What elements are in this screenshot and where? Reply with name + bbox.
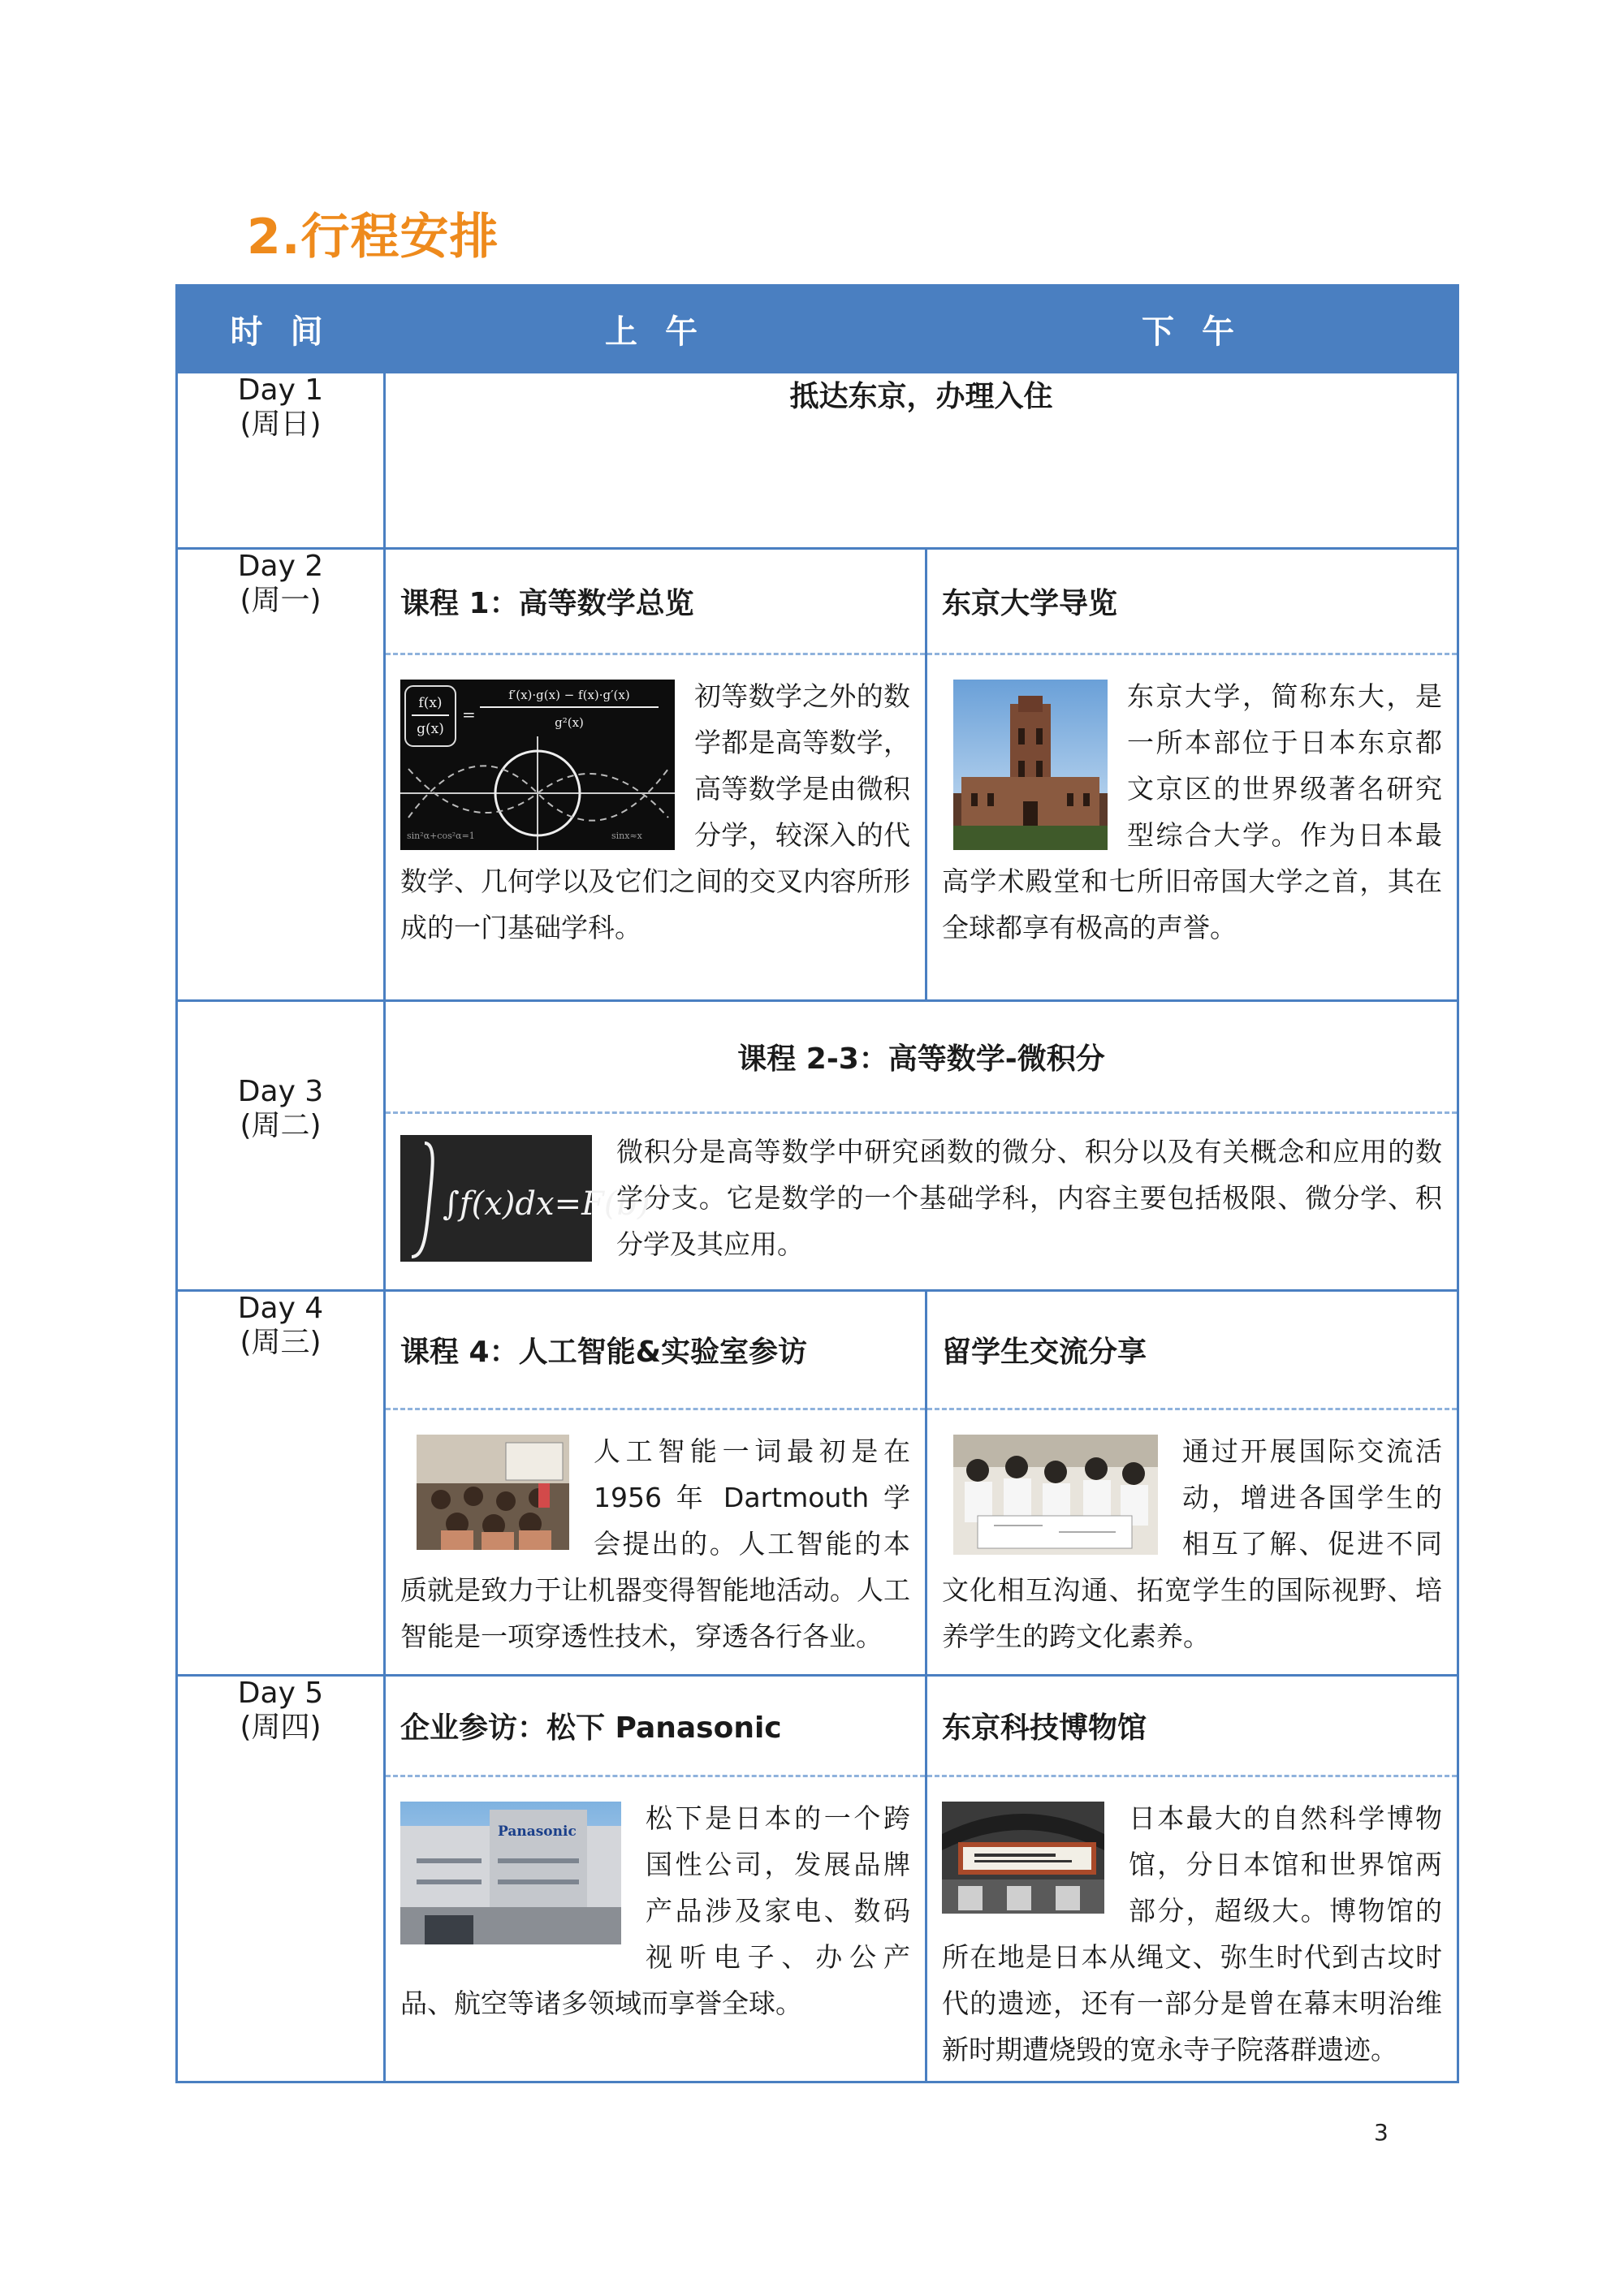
header-time: 时 间: [177, 286, 385, 373]
day-label: Day 2: [237, 550, 324, 583]
formula-numerator: f′(x)·g(x) − f(x)·g′(x): [508, 688, 630, 702]
afternoon-cell: [926, 549, 1458, 1001]
activity-description: [386, 1114, 1457, 1275]
morning-cell: [385, 1291, 926, 1676]
schedule-table: [175, 284, 1459, 2083]
science-museum-photo: [942, 1802, 1104, 1914]
day-label: Day 3: [237, 1075, 324, 1108]
activity-title: 课程 1：高等数学总览: [386, 550, 925, 655]
formula-image: [400, 680, 675, 850]
svg-text:=: =: [462, 705, 476, 724]
weekday-label: (周一): [240, 584, 322, 617]
weekday-label: (周二): [240, 1109, 322, 1142]
activity-description: [927, 1410, 1457, 1668]
table-row-day5: [177, 1676, 1458, 2082]
description-text: 东京大学，简称东大，是一所本部位于日本东京都文京区的世界级著名研究型综合大学。作为日本最高学术殿堂和七所旧帝国大学之首，其在全球都享有极高的声誉。: [942, 680, 1442, 943]
page-number: 3: [1374, 2119, 1389, 2146]
day-label: Day 1: [237, 373, 324, 407]
day-cell: [177, 1676, 385, 2082]
day-label: Day 5: [237, 1677, 324, 1710]
table-row-day4: [177, 1291, 1458, 1676]
merged-course-cell: [385, 1001, 1458, 1291]
day-cell: [177, 373, 385, 549]
page-title: 2.行程安排: [247, 209, 499, 265]
activity-title: 课程 2-3：高等数学-微积分: [386, 1002, 1457, 1114]
activity-description: [927, 655, 1457, 959]
header-afternoon: 下 午: [926, 286, 1458, 373]
activity-title: 东京科技博物馆: [927, 1677, 1457, 1777]
panasonic-building-photo: [400, 1802, 621, 1944]
arrival-cell: 抵达东京，办理入住: [385, 373, 1458, 549]
activity-title: 课程 4：人工智能&实验室参访: [386, 1292, 925, 1410]
student-exchange-photo: [953, 1435, 1158, 1555]
calculus-chalkboard-photo: [400, 1135, 650, 1262]
tokyo-university-photo: [953, 680, 1108, 850]
header-morning: 上 午: [385, 286, 926, 373]
weekday-label: (周四): [240, 1711, 322, 1744]
activity-description: [386, 655, 925, 959]
formula-g: g(x): [417, 721, 444, 737]
activity-title: 东京大学导览: [927, 550, 1457, 655]
description-text: 初等数学之外的数学都是高等数学，高等数学是由微积分学，较深入的代数学、几何学以及它们之间的交叉内容所形成的一门基础学科。: [400, 680, 910, 943]
morning-cell: [385, 549, 926, 1001]
formula-denominator: g²(x): [555, 715, 584, 730]
chalk-formula: ∫f(x)dx=F(b): [443, 1185, 650, 1223]
activity-title: 企业参访：松下 Panasonic: [386, 1677, 925, 1777]
weekday-label: (周日): [240, 408, 322, 441]
day-cell: [177, 549, 385, 1001]
afternoon-cell: [926, 1291, 1458, 1676]
afternoon-cell: [926, 1676, 1458, 2082]
svg-text:sin²α+cos²α=1: sin²α+cos²α=1: [407, 831, 475, 841]
day-cell: [177, 1291, 385, 1676]
activity-description: [386, 1410, 925, 1668]
description-text: 日本最大的自然科学博物馆，分日本馆和世界馆两部分，超级大。博物馆的所在地是日本从绳文、弥生时代到古坟时代的遗迹，还有一部分是曾在幕末明治维新时期遭烧毁的宽永寺子院落群遗迹。: [942, 1802, 1442, 2065]
building-sign: Panasonic: [498, 1823, 577, 1840]
table-row-day2: [177, 549, 1458, 1001]
description-text: 松下是日本的一个跨国性公司，发展品牌产品涉及家电、数码视听电子、办公产品、航空等诸多领域而享誉全球。: [400, 1802, 910, 2019]
formula-f: f(x): [418, 695, 443, 711]
weekday-label: (周三): [240, 1326, 322, 1359]
description-text: 通过开展国际交流活动，增进各国学生的相互了解、促进不同文化相互沟通、拓宽学生的国际视野、培养学生的跨文化素养。: [942, 1435, 1442, 1652]
activity-title: 留学生交流分享: [927, 1292, 1457, 1410]
day-label: Day 4: [237, 1292, 324, 1325]
table-header-row: [177, 286, 1458, 373]
table-row-day3: [177, 1001, 1458, 1291]
ai-lab-photo: [417, 1435, 569, 1550]
activity-description: [386, 1777, 925, 2035]
description-text: 微积分是高等数学中研究函数的微分、积分以及有关概念和应用的数学分支。它是数学的一个基础学科，内容主要包括极限、微分学、积分学及其应用。: [616, 1136, 1442, 1260]
description-text: 人工智能一词最初是在1956 年 Dartmouth 学会提出的。人工智能的本质就是致力于让机器变得智能地活动。人工智能是一项穿透性技术，穿透各行各业。: [400, 1435, 910, 1652]
activity-description: [927, 1777, 1457, 2081]
svg-text:sinx≈x: sinx≈x: [611, 831, 642, 841]
day-cell: [177, 1001, 385, 1291]
morning-cell: [385, 1676, 926, 2082]
table-row-day1: [177, 373, 1458, 549]
